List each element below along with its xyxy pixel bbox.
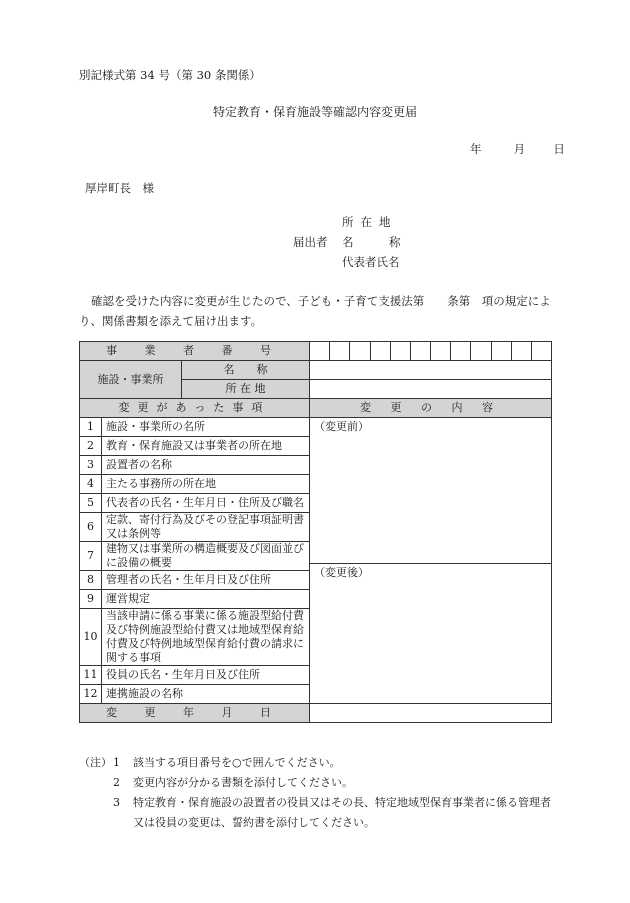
table-row <box>80 418 552 437</box>
item-text: 設置者の名称 <box>102 456 310 475</box>
date-line <box>470 141 565 157</box>
item-number[interactable]: 4 <box>80 475 102 494</box>
after-label: （変更後） <box>314 566 369 579</box>
facility-location-input[interactable] <box>310 380 552 399</box>
item-text: 連携施設の名称 <box>102 685 310 704</box>
item-text: 役員の氏名・生年月日及び住所 <box>102 666 310 685</box>
change-items-header: 変更があった事項 <box>80 399 310 418</box>
note-item <box>79 753 559 773</box>
item-text: 運営規定 <box>102 590 310 609</box>
note-number: 3 <box>113 796 120 809</box>
addressee: 厚岸町長 様 <box>85 181 154 195</box>
item-number[interactable]: 6 <box>80 513 102 542</box>
item-text: 管理者の氏名・生年月日及び住所 <box>102 571 310 590</box>
item-number[interactable]: 1 <box>80 418 102 437</box>
business-number-label: 事 業 者 番 号 <box>80 342 310 361</box>
change-content-header: 変 更 の 内 容 <box>310 399 552 418</box>
applicant-location-label: 所在地 <box>342 215 398 229</box>
note-label: （注） <box>79 756 112 769</box>
body-text: 確認を受けた内容に変更が生じたので、子ども・子育て支援法第 条第 項の規定により、関係書類を添えて届け出ます。 <box>79 294 551 328</box>
change-content-cell[interactable] <box>310 418 552 704</box>
item-number[interactable]: 2 <box>80 437 102 456</box>
note-text: 変更内容が分かる書類を添付してください。 <box>133 776 353 789</box>
item-text: 代表者の氏名・生年月日・住所及び職名 <box>102 494 310 513</box>
date-month: 月 <box>513 142 526 156</box>
item-text: 当該申請に係る事業に係る施設型給付費及び特例施設型給付費又は地域型保育給付費及び特例地域型保育給付費の請求に関する事項 <box>102 609 310 666</box>
item-number[interactable]: 3 <box>80 456 102 475</box>
item-text: 教育・保育施設又は事業者の所在地 <box>102 437 310 456</box>
facility-label: 施設・事業所 <box>80 361 182 399</box>
note-text: 該当する項目番号を○で囲んでください。 <box>133 756 341 769</box>
item-text: 主たる事務所の所在地 <box>102 475 310 494</box>
change-date-label: 変 更 年 月 日 <box>80 704 310 723</box>
date-day: 日 <box>553 142 565 156</box>
note-text: 特定教育・保育施設の設置者の役員又はその長、特定地域型保育事業者に係る管理者又は役員の変更は、誓約書を添付してください。 <box>133 796 551 829</box>
before-label: （変更前） <box>310 418 551 564</box>
change-form-table <box>79 341 552 723</box>
item-text: 施設・事業所の名所 <box>102 418 310 437</box>
item-number[interactable]: 11 <box>80 666 102 685</box>
note-item <box>79 793 559 833</box>
change-date-input[interactable] <box>310 704 552 723</box>
item-number[interactable]: 12 <box>80 685 102 704</box>
item-number[interactable]: 9 <box>80 590 102 609</box>
applicant-name-label: 名 <box>342 235 354 249</box>
note-number: 1 <box>113 756 120 769</box>
item-text: 建物又は事業所の構造概要及び図面並びに設備の概要 <box>102 542 310 571</box>
item-number[interactable]: 7 <box>80 542 102 571</box>
form-number: 別記様式第 34 号（第 30 条関係） <box>79 68 261 82</box>
note-item <box>79 773 559 793</box>
applicant-representative-label: 代表者氏名 <box>342 255 400 269</box>
business-number-input[interactable] <box>310 342 552 361</box>
facility-location-label: 所 在 地 <box>182 380 310 399</box>
item-number[interactable]: 8 <box>80 571 102 590</box>
notes <box>79 753 559 833</box>
facility-name-input[interactable] <box>310 361 552 380</box>
item-number[interactable]: 10 <box>80 609 102 666</box>
note-label <box>79 793 113 833</box>
facility-name-label: 名 称 <box>182 361 310 380</box>
note-number: 2 <box>113 776 120 789</box>
item-number[interactable]: 5 <box>80 494 102 513</box>
applicant-label: 届出者 <box>293 235 328 249</box>
date-year: 年 <box>470 142 482 156</box>
item-text: 定款、寄付行為及びその登記事項証明書又は条例等 <box>102 513 310 542</box>
change-date-row <box>80 704 552 723</box>
applicant-name-label-suffix: 称 <box>389 235 401 249</box>
note-label <box>79 773 113 793</box>
document-title: 特定教育・保育施設等確認内容変更届 <box>212 105 417 119</box>
